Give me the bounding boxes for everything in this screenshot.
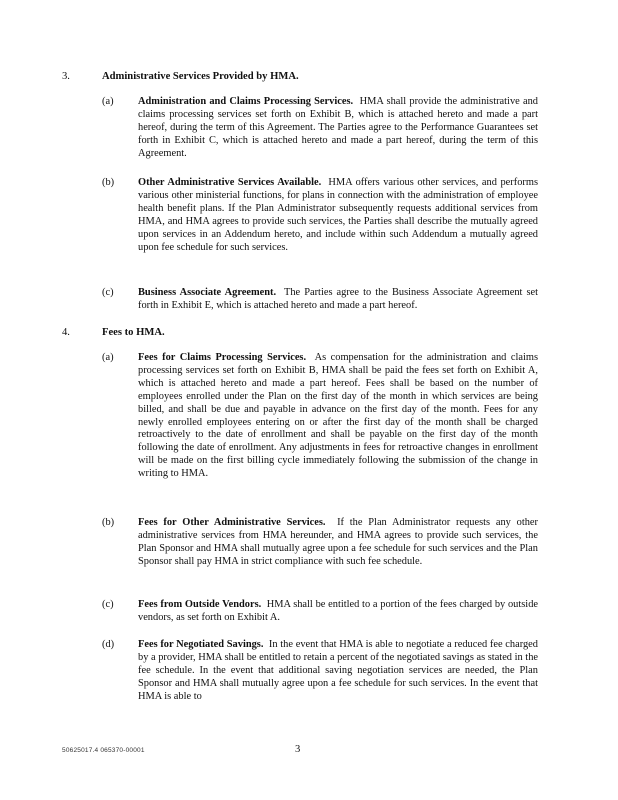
- item-label: (a): [102, 96, 114, 107]
- item-text: The Parties agree to the Business Associate Agreement set forth in Exhibit E, which is attached hereto and made a part hereof.: [138, 287, 538, 311]
- section-4b: [102, 517, 538, 569]
- item-text: HMA shall be entitled to a portion of the fees charged by outside vendors, as set forth on Exhibit A.: [138, 599, 538, 623]
- item-heading: Administration and Claims Processing Services.: [138, 96, 354, 107]
- document-id: 50625017.4 065370-00001: [62, 747, 145, 754]
- section-title: Fees to HMA.: [102, 327, 165, 338]
- item-label: (c): [102, 599, 114, 610]
- item-heading: Fees for Other Administrative Services.: [138, 517, 326, 528]
- item-heading: Other Administrative Services Available.: [138, 177, 322, 188]
- item-label: (d): [102, 639, 115, 650]
- section-3a: [102, 96, 538, 161]
- item-label: (a): [102, 352, 114, 363]
- page-number: 3: [295, 744, 301, 755]
- item-heading: Business Associate Agreement.: [138, 287, 277, 298]
- item-text: If the Plan Administrator requests any other administrative services from HMA hereunder, and HMA agrees to provide such services, the Plan Sponsor and HMA shall mutually agree upon a fee schedule for such services and the Plan Sponsor shall pay HMA in strict compliance with such fee schedule.: [138, 517, 538, 567]
- section-4-heading: [62, 326, 165, 339]
- item-heading: Fees from Outside Vendors.: [138, 599, 262, 610]
- section-number: 4.: [62, 327, 70, 338]
- section-4a: [102, 352, 538, 481]
- item-label: (b): [102, 517, 115, 528]
- section-title: Administrative Services Provided by HMA.: [102, 71, 299, 82]
- item-text: In the event that HMA is able to negotiate a reduced fee charged by a provider, HMA shall be entitled to retain a percent of the negotiated savings as stated in the fee schedule. In the event that additional saving negotiation services are needed, the Plan Sponsor and HMA shall mutually agree upon a fee schedule for such services. In the event that HMA is able to: [138, 639, 538, 702]
- item-text: HMA shall provide the administrative and claims processing services set forth on Exhibit B, which is attached hereto and made a part hereof, during the term of this Agreement. The Parties agree to the Performance Guarantees set forth in Exhibit C, which is attached hereto and made a part hereof, during the term of this Agreement.: [138, 96, 538, 159]
- item-label: (b): [102, 177, 115, 188]
- item-label: (c): [102, 287, 114, 298]
- section-3-heading: [62, 70, 299, 83]
- section-4d: [102, 639, 538, 704]
- section-3b: [102, 177, 538, 254]
- item-heading: Fees for Negotiated Savings.: [138, 639, 264, 650]
- item-text: HMA offers various other services, and performs various other ministerial functions, for plans in connection with the administration of employee health benefit plans. If the Plan Administrator subsequently requests additional services from HMA, and HMA agrees to provide such services, the Parties shall describe the mutually agreed upon services in an Addendum hereto, and include within such Addendum a mutually agreed upon fee schedule for such services.: [138, 177, 538, 253]
- section-4c: [102, 599, 538, 625]
- section-3c: [102, 287, 538, 313]
- section-number: 3.: [62, 71, 70, 82]
- item-text: As compensation for the administration and claims processing services set forth on Exhibit B, HMA shall be paid the fees set forth on Exhibit A, which is attached hereto and made a part hereof. Fees shall be based on the number of employees enrolled under the Plan on the first day of the month in which services are being billed, and shall be due and payable in advance on the first day of the month. Fees for any newly enrolled employees entering on or after the first day of the month shall be charged retroactively to the date of enrollment and shall be payable on the first day of the month following the date of enrollment. Any adjustments in fees for retroactive changes in enrollment will be made on the first billing cycle immediately following the submission of the change in writing to HMA.: [138, 352, 539, 480]
- item-heading: Fees for Claims Processing Services.: [138, 352, 307, 363]
